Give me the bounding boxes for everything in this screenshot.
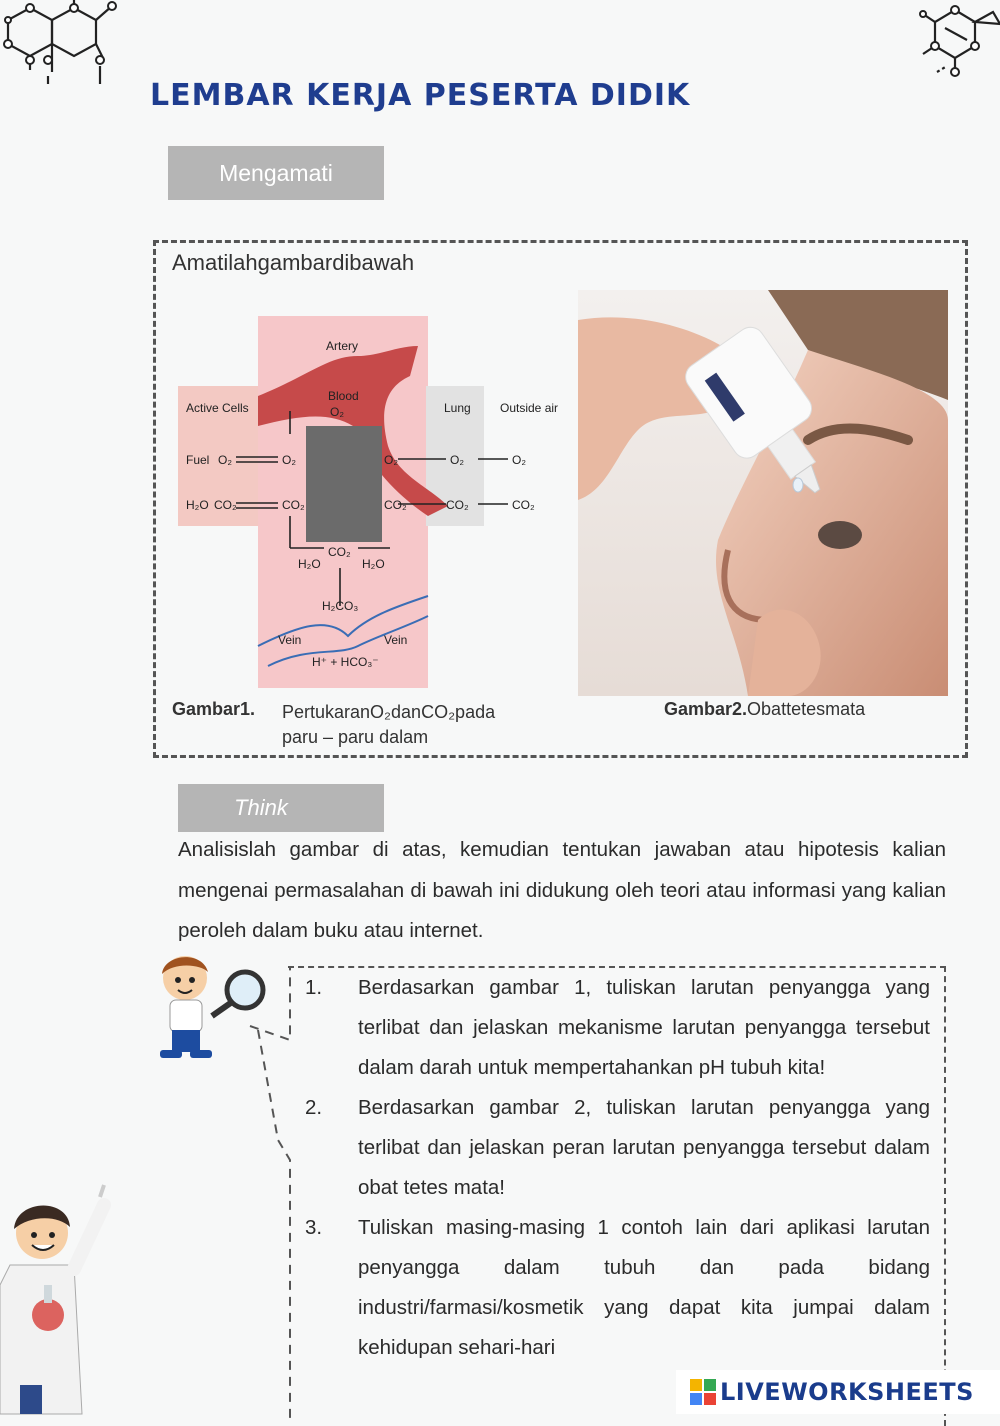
liveworksheets-logo-mark (690, 1379, 716, 1405)
o2-label: O₂ (384, 453, 398, 467)
molecule-icon-right (915, 0, 1000, 85)
section-tag-think: Think (178, 784, 384, 832)
h2co3-label: H₂CO₃ (322, 599, 359, 613)
o2-label: O₂ (330, 405, 344, 419)
liveworksheets-logo (676, 1370, 1000, 1414)
question-text: Berdasarkan gambar 1, tuliskan larutan penyangga yang terlibat dan jelaskan mekanisme larutan penyangga tersebut dalam darah untuk mempertahankan pH tubuh kita! (358, 976, 930, 1079)
question-item (305, 1208, 930, 1368)
h2o-label: H₂O (186, 498, 209, 512)
co2-label: CO₂ (328, 545, 351, 559)
co2-label: CO₂ (384, 498, 407, 512)
question-number: 3. (305, 1216, 323, 1239)
lung-label: Lung (444, 401, 471, 415)
outside-air-label: Outside air (500, 401, 559, 415)
o2-label: O₂ (450, 453, 464, 467)
question-item (305, 968, 930, 1088)
o2-label: O₂ (512, 453, 526, 467)
ions-label: H⁺ + HCO₃⁻ (312, 655, 379, 669)
figure2-caption-label: Gambar2. (664, 699, 748, 719)
observation-instruction: Amatilahgambardibawah (172, 250, 415, 275)
figure2-caption-text: Obattetesmata (747, 699, 866, 719)
question-number: 2. (305, 1096, 323, 1119)
o2-label: O₂ (282, 453, 296, 467)
molecule-icon-left (0, 0, 130, 90)
page-title: LEMBAR KERJA PESERTA DIDIK (150, 78, 691, 113)
h2o-label: H₂O (362, 557, 385, 571)
co2-label: CO₂ (446, 498, 469, 512)
blood-label: Blood (328, 389, 359, 403)
question-text: Tuliskan masing-masing 1 contoh lain dari aplikasi larutan penyangga dalam tubuh dan pada bidang industri/farmasi/kosmetik yang dapat kita jumpai dalam kehidupan sehari-hari (358, 1216, 930, 1359)
question-text: Berdasarkan gambar 2, tuliskan larutan penyangga yang terlibat dan jelaskan peran larutan penyangga tersebut dalam obat tetes mata! (358, 1096, 930, 1199)
figure1-caption-text: PertukaranO₂danCO₂pada paru – paru dalam (282, 702, 496, 747)
analysis-paragraph: Analisislah gambar di atas, kemudian tentukan jawaban atau hipotesis kalian mengenai permasalahan di bawah ini didukung oleh teori atau informasi yang kalian peroleh dalam buku atau internet. (178, 838, 946, 942)
vein-label: Vein (278, 633, 302, 647)
figure1-diagram (178, 316, 559, 688)
section-tag-mengamati: Mengamati (168, 146, 384, 200)
question-number: 1. (305, 976, 323, 999)
question-item (305, 1088, 930, 1208)
artery-label: Artery (326, 339, 359, 353)
co2-label: CO₂ (214, 498, 237, 512)
active-cells-label: Active Cells (186, 401, 249, 415)
fuel-label: Fuel (186, 453, 210, 467)
figure1-caption-label: Gambar1. (172, 699, 256, 719)
co2-label: CO₂ (282, 498, 305, 512)
figure2-photo (578, 290, 948, 696)
gray-block (306, 426, 382, 542)
o2-label: O₂ (218, 453, 232, 467)
scientist-illustration (0, 1185, 120, 1414)
question-list (305, 968, 930, 1368)
vein-label: Vein (384, 633, 408, 647)
figure2-caption (664, 699, 865, 720)
liveworksheets-logo-text: LIVEWORKSHEETS (720, 1378, 974, 1406)
h2o-label: H₂O (298, 557, 321, 571)
co2-label: CO₂ (512, 498, 535, 512)
kid-with-magnifier-illustration (150, 950, 275, 1065)
